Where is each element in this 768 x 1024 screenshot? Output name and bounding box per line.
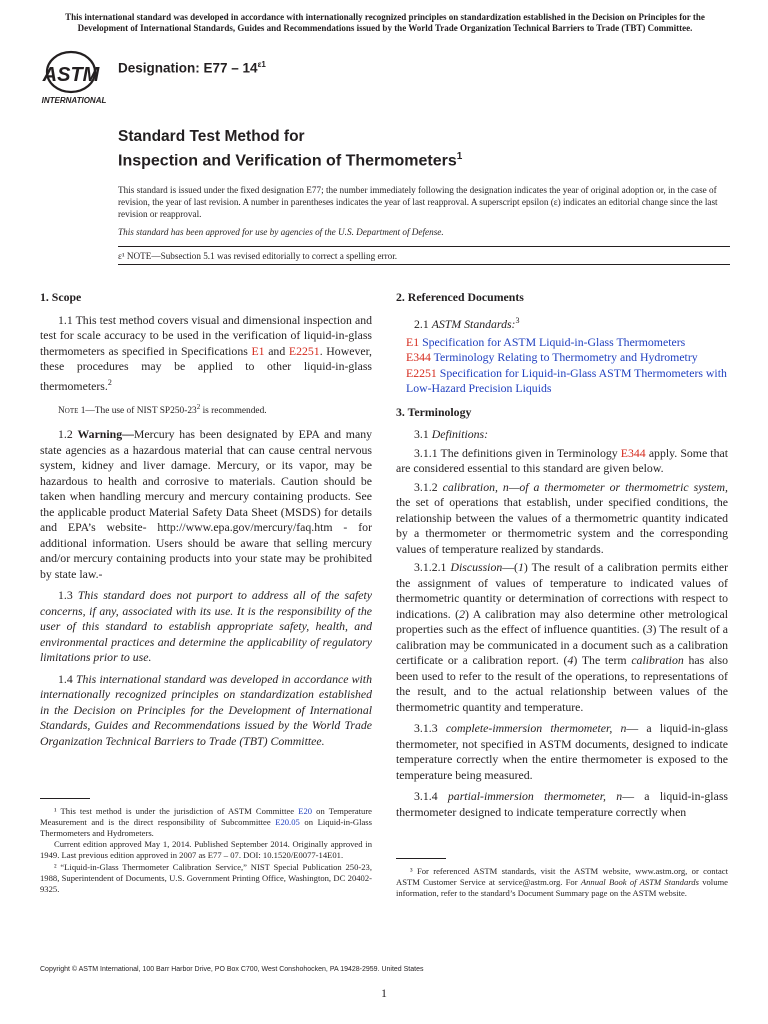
footnote-2: ² “Liquid-in-Glass Thermometer Calibration Service,” NIST Special Publication 250-23, 1988, Superintendent of Documents, U.S. Government Printing Office, Washington, DC 20402-9325. xyxy=(40,861,372,894)
intro-rule-bottom xyxy=(118,264,730,265)
footnote-1: ¹ This test method is under the jurisdiction of ASTM Committee E20 on Temperature Measurement and is the direct responsibility of Subcommittee E20.05 on Liquid-in-Glass Thermometers and Hydrometers. xyxy=(40,806,372,838)
link-e2251[interactable]: E2251 xyxy=(288,343,320,358)
fixed-designation-note: This standard is issued under the fixed designation E77; the number immediately following the designation indicates the year of original adoption or, in the case of revision, the year of last revision. A number in parentheses indicates the year of last reapproval. A superscript epsilon (ε) indicates an editorial change since the last revision or reapproval. xyxy=(118,185,718,219)
terminology-heading: 3. Terminology xyxy=(396,404,472,419)
definitions-label: 3.1 Definitions: xyxy=(414,427,489,442)
reference-e2251[interactable]: E2251 Specification for Liquid-in-Glass ASTM Thermometers with Low-Hazard Precision Liquids xyxy=(406,365,727,396)
epsilon-note-block xyxy=(118,250,730,268)
copyright-line: Copyright © ASTM International, 100 Barr Harbor Drive, PO Box C700, West Conshohocken, PA 19428-2959. United States xyxy=(40,966,424,973)
tbt-notice: This international standard was developed in accordance with internationally recognized principles on standardization established in the Decision on Principles for the Development of International Standards, Guides and Recommendations issued by the World Trade Organization Technical Barriers to Trade (TBT) Committee. xyxy=(65,12,705,33)
link-e344[interactable]: E344 xyxy=(620,445,646,460)
referenced-heading: 2. Referenced Documents xyxy=(396,290,524,304)
title-main: Inspection and Verification of Thermometers xyxy=(118,152,457,170)
link-e20-05[interactable]: E20.05 xyxy=(275,816,300,827)
title-line-1: Standard Test Method for xyxy=(118,128,305,145)
footnote-rule-right xyxy=(396,858,446,859)
designation xyxy=(118,60,266,76)
page-number: 1 xyxy=(381,986,387,1000)
note-1: Note 1—The use of NIST $SP250-23^2$ is recommended. xyxy=(58,402,267,417)
designation-label: Designation: E77 – 14 xyxy=(118,60,258,76)
scope-1-2: 1.2 Warning—Mercury has been designated by EPA and many state agencies as a hazardous material that can cause central nervous system, kidney and liver damage. Mercury, or its vapor, may be hazardous to health and corrosive to materials. Caution should be taken when handling mercury and mercury containing products. See the applicable product Material Safety Data Sheet (MSDS) for details and EPA’s website- http://www.epa.gov/mercury/faq.htm - for additional information. Users should be aware that selling mercury and/or mercury containing products into your state may be prohibited by state law.- xyxy=(40,427,372,581)
astm-standards-label: 2.1 ASTM Standards:$^3$ xyxy=(414,315,520,331)
intro-rule-top xyxy=(118,246,730,247)
right-column xyxy=(396,290,728,823)
logo-org: INTERNATIONAL xyxy=(41,96,107,105)
link-e20[interactable]: E20 xyxy=(298,806,313,816)
term-3-1-1: 3.1.1 The definitions given in Terminology E344 apply. Some that are considered essential to this standard are given below. xyxy=(396,445,728,476)
footnotes-left xyxy=(40,806,372,895)
intro-block xyxy=(118,184,730,244)
scope-1-3: 1.3 This standard does not purport to address all of the safety concerns, if any, associated with its use. It is the responsibility of the user of this standard to establish appropriate safety, health, and environmental practices and determine the applicability of regulatory limitations prior to use. xyxy=(40,588,372,665)
title-line-2 xyxy=(118,147,462,171)
footnote-rule-left xyxy=(40,798,90,799)
reference-e344[interactable]: E344 Terminology Relating to Thermometry and Hydrometry xyxy=(406,350,698,365)
reference-e1[interactable]: E1 Specification for ASTM Liquid-in-Glass Thermometers xyxy=(406,334,686,349)
epsilon-note: ε¹ NOTE—Subsection 5.1 was revised editorially to correct a spelling error. xyxy=(118,251,398,261)
warning-label: Warning— xyxy=(77,427,134,442)
scope-1-4: 1.4 This international standard was developed in accordance with internationally recognized principles on standardization established in the Decision on Principles for the Development of International Standards, Guides and Recommendations issued by the World Trade Organization Technical Barriers to Trade (TBT) Committee. xyxy=(40,671,372,748)
dod-approval: This standard has been approved for use by agencies of the U.S. Department of Defense. xyxy=(118,227,444,237)
astm-logo-icon xyxy=(38,50,112,106)
term-3-1-2-1: 3.1.2.1 Discussion—(1) The result of a calibration permits either the assignment of values of temperature to indicated values of thermometric quantity or determination of corrections with respect to indications. (2) A calibration may also determine other metrological properties such as the effect of influence quantities. (3) The result of a calibration may be communicated in a document such as a calibration certificate or a calibration report. (4) The term calibration has also been used to refer to the result of the operations, to representations of the result, and to the actual relationship between values of the thermometric quantity and temperature. xyxy=(396,560,729,714)
document-title xyxy=(118,127,462,171)
footnote-3: ³ For referenced ASTM standards, visit the ASTM website, www.astm.org, or contact ASTM Customer Service at service@astm.org. For Annual Book of ASTM Standards volume information, refer to the standard’s Document Summary page on the ASTM website. xyxy=(396,866,728,898)
left-column xyxy=(40,290,372,752)
term-3-1-2: 3.1.2 calibration, n—of a thermometer or thermometric system, the set of operations that establish, under specified conditions, the relationship between the values of a thermometric quantity indicated by a thermometer or thermometric system and the corresponding values of temperature realized by standards. xyxy=(396,479,729,556)
title-footnote-marker: 1 xyxy=(456,151,463,162)
link-e1[interactable]: E1 xyxy=(251,343,265,358)
logo-letters: ASTM xyxy=(42,64,100,86)
scope-heading: 1. Scope xyxy=(40,290,82,304)
footnotes-right xyxy=(396,866,728,899)
scope-1-1: 1.1 This test method covers visual and dimensional inspection and test for scale accuracy to be used in the verification of liquid-in-glass thermometers as specified in Specifications E1 and E2251. However, these procedures may be applied to other liquid-in-glass thermometers.$^2$ xyxy=(40,312,372,393)
term-3-1-3: 3.1.3 complete-immersion thermometer, n— a liquid-in-glass thermometer, not specified in ASTM documents, designed to indicate temperature correctly when the entire thermometer is exposed to the temperature being measured. xyxy=(396,721,728,782)
term-3-1-4: 3.1.4 partial-immersion thermometer, n— a liquid-in-glass thermometer designed to indicate temperature correctly when xyxy=(396,789,729,819)
footnote-1-edition: Current edition approved May 1, 2014. Published September 2014. Originally approved in 1949. Last previous edition approved in 2007 as E77 – 07. DOI: 10.1520/E0077-14E01. xyxy=(40,839,372,861)
designation-sup: ε1 xyxy=(257,60,266,69)
